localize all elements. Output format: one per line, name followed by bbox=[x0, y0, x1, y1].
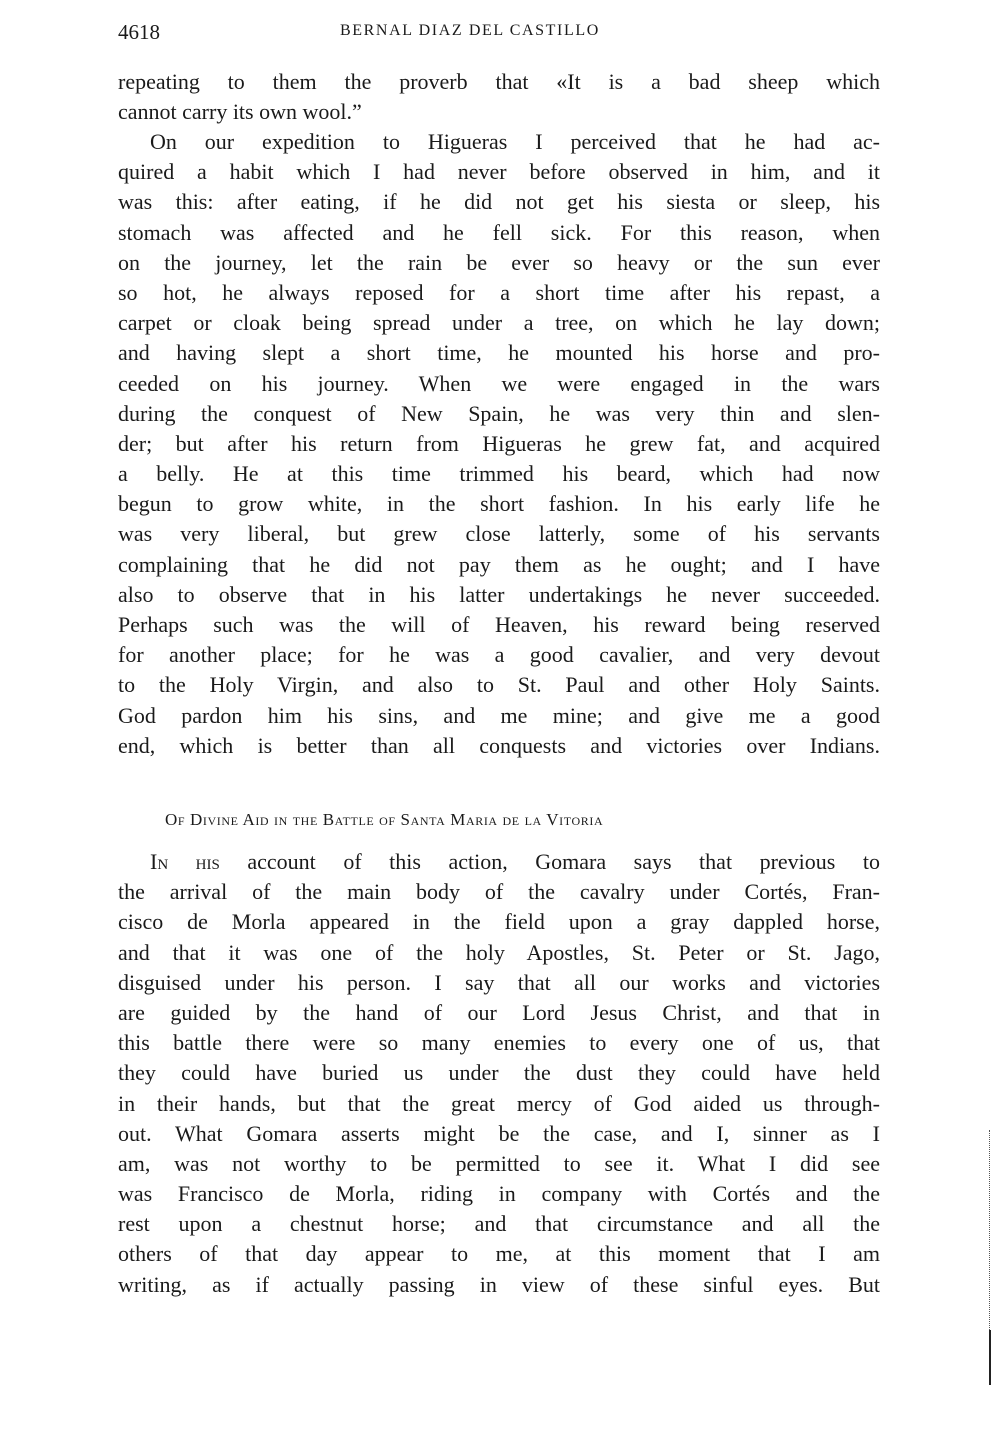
text-line: cannot carry its own wool.” bbox=[118, 99, 362, 125]
text-line: they could have buried us under the dust they could have held bbox=[118, 1060, 880, 1086]
text-line: during the conquest of New Spain, he was very thin and slen- bbox=[118, 400, 880, 426]
paragraph-2 bbox=[118, 127, 880, 761]
text-line: am, was not worthy to be permitted to see it. What I did see bbox=[118, 1150, 880, 1176]
text-line: to the Holy Virgin, and also to St. Paul and other Holy Saints. bbox=[118, 672, 880, 698]
text-line: repeating to them the proverb that «It is a bad sheep which bbox=[118, 69, 880, 94]
text-line: quired a habit which I had never before observed in him, and it bbox=[118, 159, 880, 185]
text-line: the arrival of the main body of the cavalry under Cortés, Fran- bbox=[118, 879, 880, 905]
text-line: was this: after eating, if he did not get his siesta or sleep, his bbox=[118, 189, 880, 215]
text-line: was very liberal, but grew close latterly, some of his servants bbox=[118, 521, 880, 547]
lead-small-caps: In his bbox=[150, 849, 220, 874]
scan-margin-bar bbox=[989, 1330, 991, 1385]
scan-margin-mark bbox=[989, 1130, 990, 1330]
text-line: in their hands, but that the great mercy of God aided us through- bbox=[118, 1090, 880, 1116]
text-line: end, which is better than all conquests and victories over Indians. bbox=[118, 732, 880, 758]
text-line: so hot, he always reposed for a short time after his repast, a bbox=[118, 279, 880, 305]
text-line: cisco de Morla appeared in the field upon a gray dappled horse, bbox=[118, 909, 880, 935]
text-line: others of that day appear to me, at this moment that I am bbox=[118, 1241, 880, 1267]
text-line: and that it was one of the holy Apostles, St. Peter or St. Jago, bbox=[118, 939, 880, 965]
line-text: account of this action, Gomara says that previous to bbox=[219, 849, 880, 874]
text-line: this battle there were so many enemies to every one of us, that bbox=[118, 1030, 880, 1056]
text-line: begun to grow white, in the short fashion. In his early life he bbox=[118, 491, 880, 517]
text-line: was Francisco de Morla, riding in company with Cortés and the bbox=[118, 1181, 880, 1207]
text-line: Perhaps such was the will of Heaven, his reward being reserved bbox=[118, 612, 880, 637]
text-line: are guided by the hand of our Lord Jesus Christ, and that in bbox=[118, 999, 880, 1025]
text-line: and having slept a short time, he mounted his horse and pro- bbox=[118, 340, 880, 366]
page-number: 4618 bbox=[118, 20, 160, 44]
text-line: rest upon a chestnut horse; and that circumstance and all the bbox=[118, 1211, 880, 1237]
running-title: BERNAL DIAZ DEL CASTILLO bbox=[340, 22, 600, 39]
text-line: God pardon him his sins, and me mine; and give me a good bbox=[118, 702, 880, 728]
text-line: for another place; for he was a good cavalier, and very devout bbox=[118, 642, 880, 668]
text-line: stomach was affected and he fell sick. For this reason, when bbox=[118, 219, 880, 245]
text-line: a belly. He at this time trimmed his beard, which had now bbox=[118, 461, 880, 487]
paragraph-1 bbox=[118, 67, 880, 127]
text-line: carpet or cloak being spread under a tree, on which he lay down; bbox=[118, 310, 880, 336]
section-heading: Of Divine Aid in the Battle of Santa Maria de la Vitoria bbox=[165, 810, 604, 829]
text-line: also to observe that in his latter undertakings he never succeeded. bbox=[118, 581, 880, 607]
text-line: complaining that he did not pay them as he ought; and I have bbox=[118, 551, 880, 577]
text-line: der; but after his return from Higueras he grew fat, and acquired bbox=[118, 430, 880, 456]
text-line: On our expedition to Higueras I perceived that he had ac- bbox=[150, 129, 880, 154]
paragraph-3 bbox=[118, 847, 880, 1300]
text-line: writing, as if actually passing in view of these sinful eyes. But bbox=[118, 1271, 880, 1297]
text-line: ceeded on his journey. When we were engaged in the wars bbox=[118, 370, 880, 396]
text-line: out. What Gomara asserts might be the case, and I, sinner as I bbox=[118, 1120, 880, 1146]
text-line: disguised under his person. I say that all our works and victories bbox=[118, 969, 880, 995]
text-line bbox=[118, 847, 880, 877]
text-line: on the journey, let the rain be ever so heavy or the sun ever bbox=[118, 249, 880, 275]
